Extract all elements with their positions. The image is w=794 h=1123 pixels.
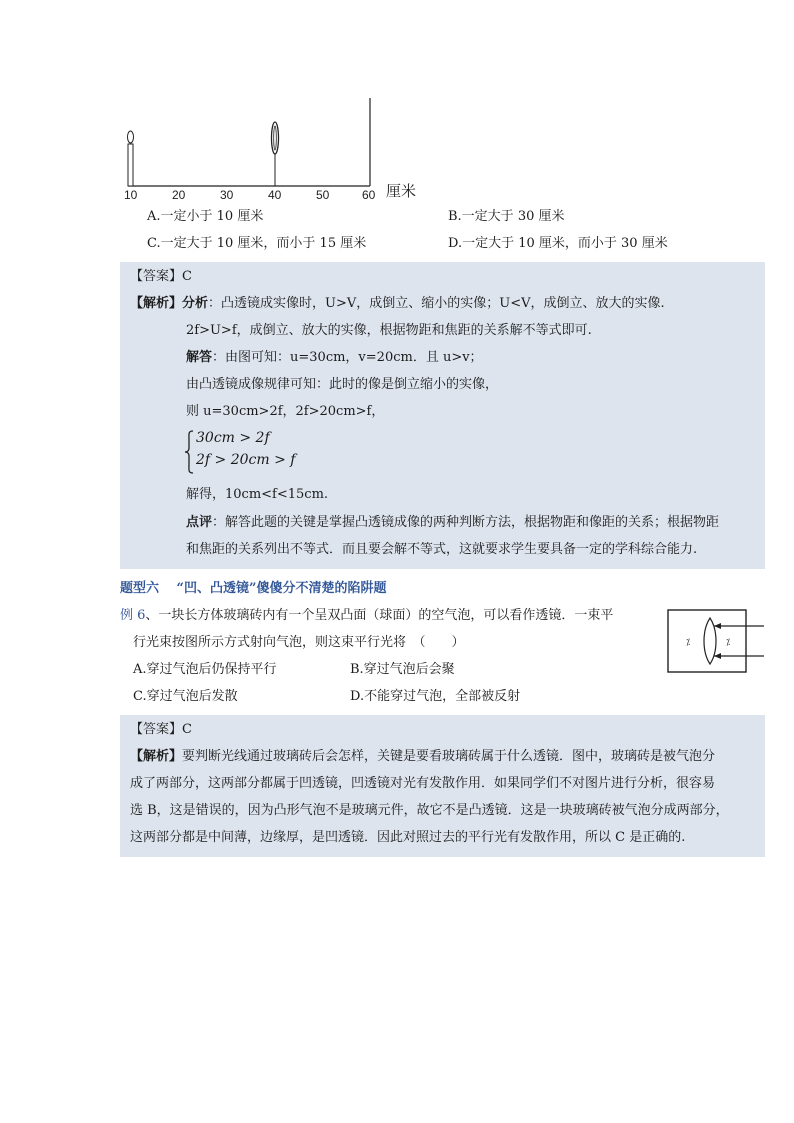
option-c: C.穿过气泡后发散: [133, 689, 238, 704]
example-text-1: 、一块长方体玻璃砖内有一个呈双凸面（球面）的空气泡，可以看作透镜．一束平: [145, 608, 614, 623]
svg-text:⁒: ⁒: [726, 638, 731, 648]
svg-text:⁒: ⁒: [686, 638, 691, 648]
dianping-label: 点评: [186, 515, 213, 530]
tick-label: 20: [172, 188, 186, 202]
answer-line: [130, 268, 192, 286]
answer-line: [130, 721, 192, 739]
answer-box-q5: [120, 262, 765, 569]
analysis-line: [130, 295, 665, 313]
option-b: B.一定大于 30 厘米: [448, 209, 565, 224]
answer-label: 【答案】: [130, 722, 183, 737]
fenxi-label: 分析: [182, 296, 209, 311]
dianping-text: ：解答此题的关键是掌握凸透镜成像的两种判断方法，根据物距和像距的关系；根据物距: [212, 515, 720, 530]
unit-label: 厘米: [386, 182, 417, 200]
solution-line-4: 由凸透镜成像规律可知：此时的像是倒立缩小的实像，: [186, 377, 499, 392]
option-d: D.不能穿过气泡，全部被反射: [350, 689, 521, 704]
solution-line: [186, 349, 483, 367]
tick-label: 50: [316, 188, 330, 202]
tick-label: 60: [362, 188, 376, 202]
option-a: A.穿过气泡后仍保持平行: [133, 662, 277, 677]
lens-icon: [272, 122, 279, 154]
analysis-text-4: 这两部分都是中间薄，边缘厚，是凹透镜．因此对照过去的平行光有发散作用，所以 C 是正确的.: [130, 830, 686, 845]
option-d: D.一定大于 10 厘米，而小于 30 厘米: [448, 236, 668, 251]
brace-icon: [184, 430, 194, 474]
tick-label: 10: [124, 188, 138, 202]
example-6-line-1: [120, 607, 613, 625]
analysis-text-2: 成了两部分，这两部分都属于凹透镜，凹透镜对光有发散作用．如果同学们不对图片进行分析，很容易: [130, 776, 716, 791]
answer-box-q6: [120, 715, 765, 857]
section-title: 题型六 “凹、凸透镜”傻傻分不清楚的陷阱题: [120, 581, 387, 596]
candle-icon: [128, 144, 133, 186]
analysis-text-3: 选 B，这是错误的，因为凸形气泡不是玻璃元件，故它不是凸透镜．这是一块玻璃砖被气泡分成两部分，: [130, 803, 729, 818]
example-label: 例 6: [120, 608, 146, 623]
fenxi-text: ：凸透镜成实像时，U>V，成倒立、缩小的实像；U<V，成倒立、放大的实像.: [208, 296, 665, 311]
answer-value: C: [182, 269, 192, 284]
answer-value: C: [182, 722, 192, 737]
option-b: B.穿过气泡后会聚: [350, 662, 455, 677]
glass-brick-figure: [666, 608, 766, 674]
example-6-line-2: 行光束按图所示方式射向气泡，则这束平行光将 （ ）: [133, 635, 465, 650]
option-c: C.一定大于 10 厘米，而小于 15 厘米: [147, 236, 367, 251]
tick-label: 40: [268, 188, 282, 202]
inequality-1: 30cm > 2f: [196, 430, 270, 446]
inequality-2: 2f > 20cm > f: [196, 452, 296, 468]
inequality-system: [184, 428, 304, 476]
analysis-label: 【解析】: [130, 296, 183, 311]
comment-line: [186, 514, 719, 532]
jieda-label: 解答: [186, 350, 213, 365]
comment-line-2: 和焦距的关系列出不等式．而且要会解不等式，这就要求学生要具备一定的学科综合能力.: [186, 542, 698, 557]
solution-line-5: 则 u=30cm>2f，2f>20cm>f，: [186, 404, 385, 419]
analysis-line-2: 2f>U>f，成倒立、放大的实像，根据物距和焦距的关系解不等式即可.: [186, 323, 592, 338]
option-a: A.一定小于 10 厘米: [147, 209, 264, 224]
analysis-line: [130, 748, 715, 766]
jieda-text: ：由图可知：u=30cm，v=20cm．且 u>v；: [212, 350, 483, 365]
answer-label: 【答案】: [130, 269, 183, 284]
result-line: 解得，10cm<f<15cm.: [186, 487, 329, 502]
candle-flame-icon: [128, 131, 134, 143]
analysis-label: 【解析】: [130, 749, 183, 764]
analysis-text-1: 要判断光线通过玻璃砖后会怎样，关键是要看玻璃砖属于什么透镜．图中，玻璃砖是被气泡分: [182, 749, 716, 764]
tick-label: 30: [220, 188, 234, 202]
optical-bench-figure: [118, 92, 428, 204]
